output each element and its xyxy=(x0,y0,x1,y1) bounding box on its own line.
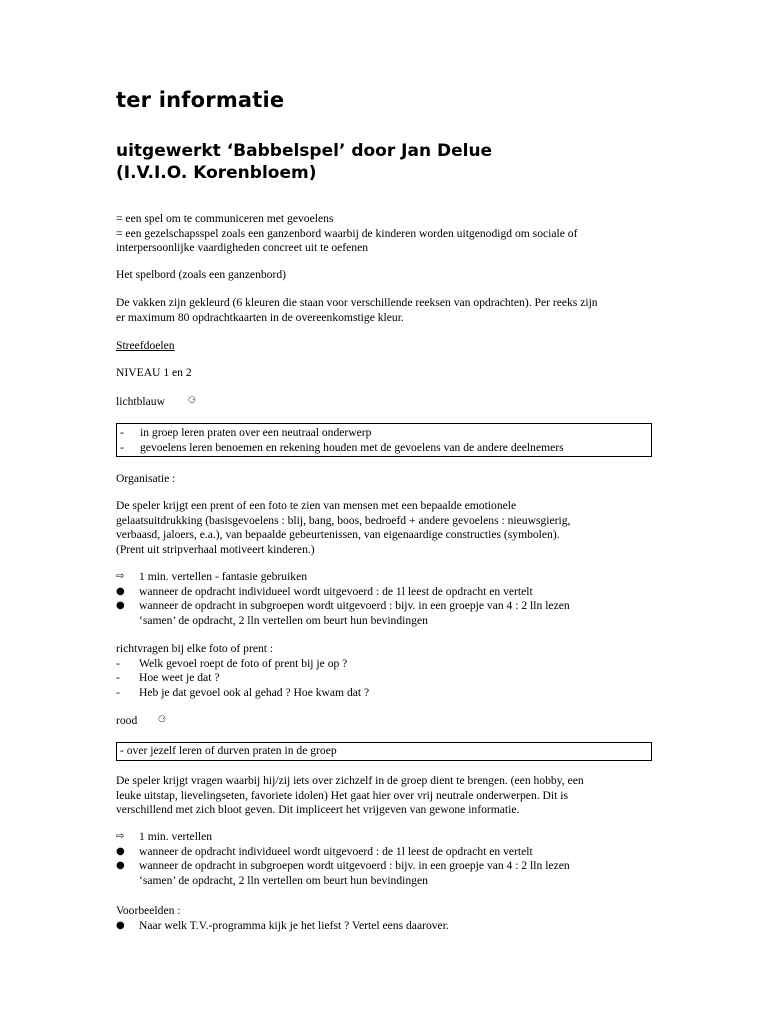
bullet-icon: ● xyxy=(116,860,125,871)
bullet-icon: ● xyxy=(116,585,125,597)
dash-marker: - xyxy=(116,685,120,699)
question-item: Welk gevoel roept de foto of prent bij je op ? xyxy=(139,656,348,670)
question-item: Hoe weet je dat ? xyxy=(139,671,220,684)
speler-paragraph-line: (Prent uit stripverhaal motiveert kinderen.) xyxy=(116,542,315,556)
voorbeelden-heading: Voorbeelden : xyxy=(116,904,181,917)
bullet-icon: ● xyxy=(116,600,125,611)
speler-paragraph-line: gelaatsuitdrukking (basisgevoelens : blij, bang, boos, bedroefd + andere gevoelens : nieuwsgierig, xyxy=(116,513,571,527)
richtvragen-heading: richtvragen bij elke foto of prent : xyxy=(116,642,274,655)
page-title: ter informatie xyxy=(116,88,285,112)
vakken-line: er maximum 80 opdrachtkaarten in de overeenkomstige kleur. xyxy=(116,310,404,324)
eye-icon: ⚆ xyxy=(188,396,197,406)
list-item-continued: ‘samen’ de opdracht, 2 lln vertellen om beurt hun bevindingen xyxy=(139,873,428,887)
list-item: wanneer de opdracht in subgroepen wordt uitgevoerd : bijv. in een groepje van 4 : 2 lln lezen xyxy=(139,599,570,612)
list-item: 1 min. vertellen xyxy=(139,830,213,843)
speler-paragraph-line: leuke uitstap, lievelingseten, favoriete idolen) Het gaat hier over vrij neutrale onderwerpen. Dit is xyxy=(116,788,568,802)
list-item: Naar welk T.V.-programma kijk je het liefst ? Vertel eens daarover. xyxy=(139,918,449,932)
intro-line: interpersoonlijke vaardigheden concreet uit te oefenen xyxy=(116,241,369,254)
bullet-icon: ● xyxy=(116,845,125,857)
lichtblauw-box xyxy=(116,423,652,457)
dash-marker: - xyxy=(116,671,120,684)
bullet-icon: ● xyxy=(116,919,125,931)
arrow-icon: ⇨ xyxy=(116,571,125,582)
list-item-continued: ‘samen’ de opdracht, 2 lln vertellen om beurt hun bevindingen xyxy=(139,613,428,627)
speler-paragraph-line: De speler krijgt vragen waarbij hij/zij iets over zichzelf in de groep dient te brengen. (een hobby, een xyxy=(116,774,584,787)
rood-box xyxy=(116,742,652,761)
speler-paragraph-line: verbaasd, jaloers, e.a.), van bepaalde gebeurtenissen, van eigenaardige constructies (symbolen). xyxy=(116,528,560,541)
spelbord-line: Het spelbord (zoals een ganzenbord) xyxy=(116,268,286,281)
intro-line: = een gezelschapsspel zoals een ganzenbord waarbij de kinderen worden uitgenodigd om sociale of xyxy=(116,226,578,240)
list-item: wanneer de opdracht individueel wordt uitgevoerd : de 1l leest de opdracht en vertelt xyxy=(139,584,533,598)
box-dash: - xyxy=(120,426,124,439)
box-item: - over jezelf leren of durven praten in de groep xyxy=(120,744,337,757)
list-item: 1 min. vertellen - fantasie gebruiken xyxy=(139,570,308,583)
intro-line: = een spel om te communiceren met gevoelens xyxy=(116,212,334,225)
organisatie-heading: Organisatie : xyxy=(116,472,176,485)
streefdoelen-heading: Streefdoelen xyxy=(116,339,175,352)
box-item: gevoelens leren benoemen en rekening houden met de gevoelens van de andere deelnemers xyxy=(140,440,564,454)
box-item: in groep leren praten over een neutraal onderwerp xyxy=(140,426,372,439)
subtitle-line-1: uitgewerkt ‘Babbelspel’ door Jan Delue xyxy=(116,141,493,161)
speler-paragraph-line: verschillend met zich bloot geven. Dit impliceert het vrijgeven van gewone informatie. xyxy=(116,803,520,816)
dash-marker: - xyxy=(116,656,120,670)
arrow-icon: ⇨ xyxy=(116,831,125,842)
subtitle-line-2: (I.V.I.O. Korenbloem) xyxy=(116,163,317,183)
rood-label: rood xyxy=(116,714,138,727)
speler-paragraph-line: De speler krijgt een prent of een foto te zien van mensen met een bepaalde emotionele xyxy=(116,499,517,512)
vakken-line: De vakken zijn gekleurd (6 kleuren die staan voor verschillende reeksen van opdrachten). Per reeks zijn xyxy=(116,296,598,309)
niveau-heading: NIVEAU 1 en 2 xyxy=(116,366,192,379)
lichtblauw-label: lichtblauw xyxy=(116,395,165,408)
list-item: wanneer de opdracht in subgroepen wordt uitgevoerd : bijv. in een groepje van 4 : 2 lln lezen xyxy=(139,859,570,872)
page-subtitle xyxy=(116,140,492,184)
question-item: Heb je dat gevoel ook al gehad ? Hoe kwam dat ? xyxy=(139,685,370,699)
box-dash: - xyxy=(120,440,124,454)
list-item: wanneer de opdracht individueel wordt uitgevoerd : de 1l leest de opdracht en vertelt xyxy=(139,844,533,858)
eye-icon: ⚆ xyxy=(158,715,167,725)
